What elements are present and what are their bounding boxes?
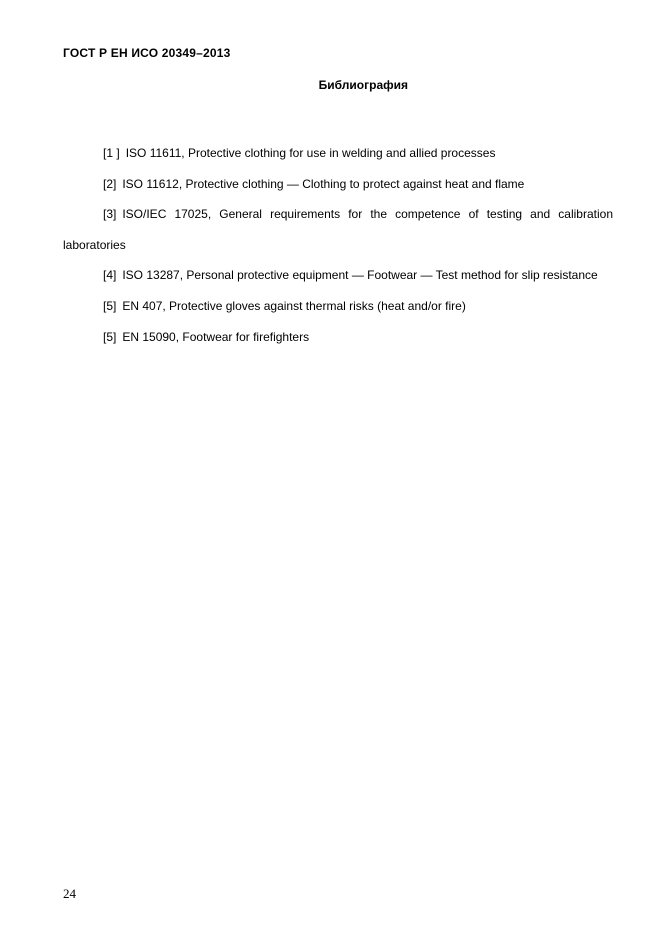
entry-number: [3] <box>103 207 117 222</box>
entry-text: EN 407, Protective gloves against thermal risks (heat and/or fire) <box>122 298 466 313</box>
bibliography-entry <box>63 260 613 291</box>
entry-text: ISO 13287, Personal protective equipment — Footwear — Test method for slip resistance <box>122 268 598 283</box>
page-number: 24 <box>63 886 76 901</box>
bibliography-entry <box>63 291 613 322</box>
entry-number: [2] <box>103 176 117 191</box>
bibliography-entry <box>63 169 613 200</box>
entry-text: ISO 11611, Protective clothing for use in welding and allied processes <box>125 146 496 160</box>
section-title <box>63 78 613 92</box>
entry-number: [4] <box>103 268 117 283</box>
entry-number: [5] <box>103 298 117 313</box>
bibliography-entry <box>63 199 613 260</box>
entry-text: EN 15090, Footwear for firefighters <box>122 329 310 344</box>
bibliography-entry <box>63 138 613 169</box>
entry-text: ISO/IEC 17025, General requirements for the competence of testing and calibration laboratories <box>63 207 613 252</box>
entry-text: ISO 11612, Protective clothing — Clothing to protect against heat and flame <box>122 176 525 191</box>
document-code: ГОСТ Р ЕН ИСО 20349–2013 <box>63 46 231 60</box>
entry-number: [5] <box>103 329 117 344</box>
bibliography-heading: Библиография <box>318 78 408 92</box>
bibliography-list <box>63 138 613 352</box>
bibliography-entry <box>63 322 613 353</box>
entry-number: [1 ] <box>103 146 120 160</box>
